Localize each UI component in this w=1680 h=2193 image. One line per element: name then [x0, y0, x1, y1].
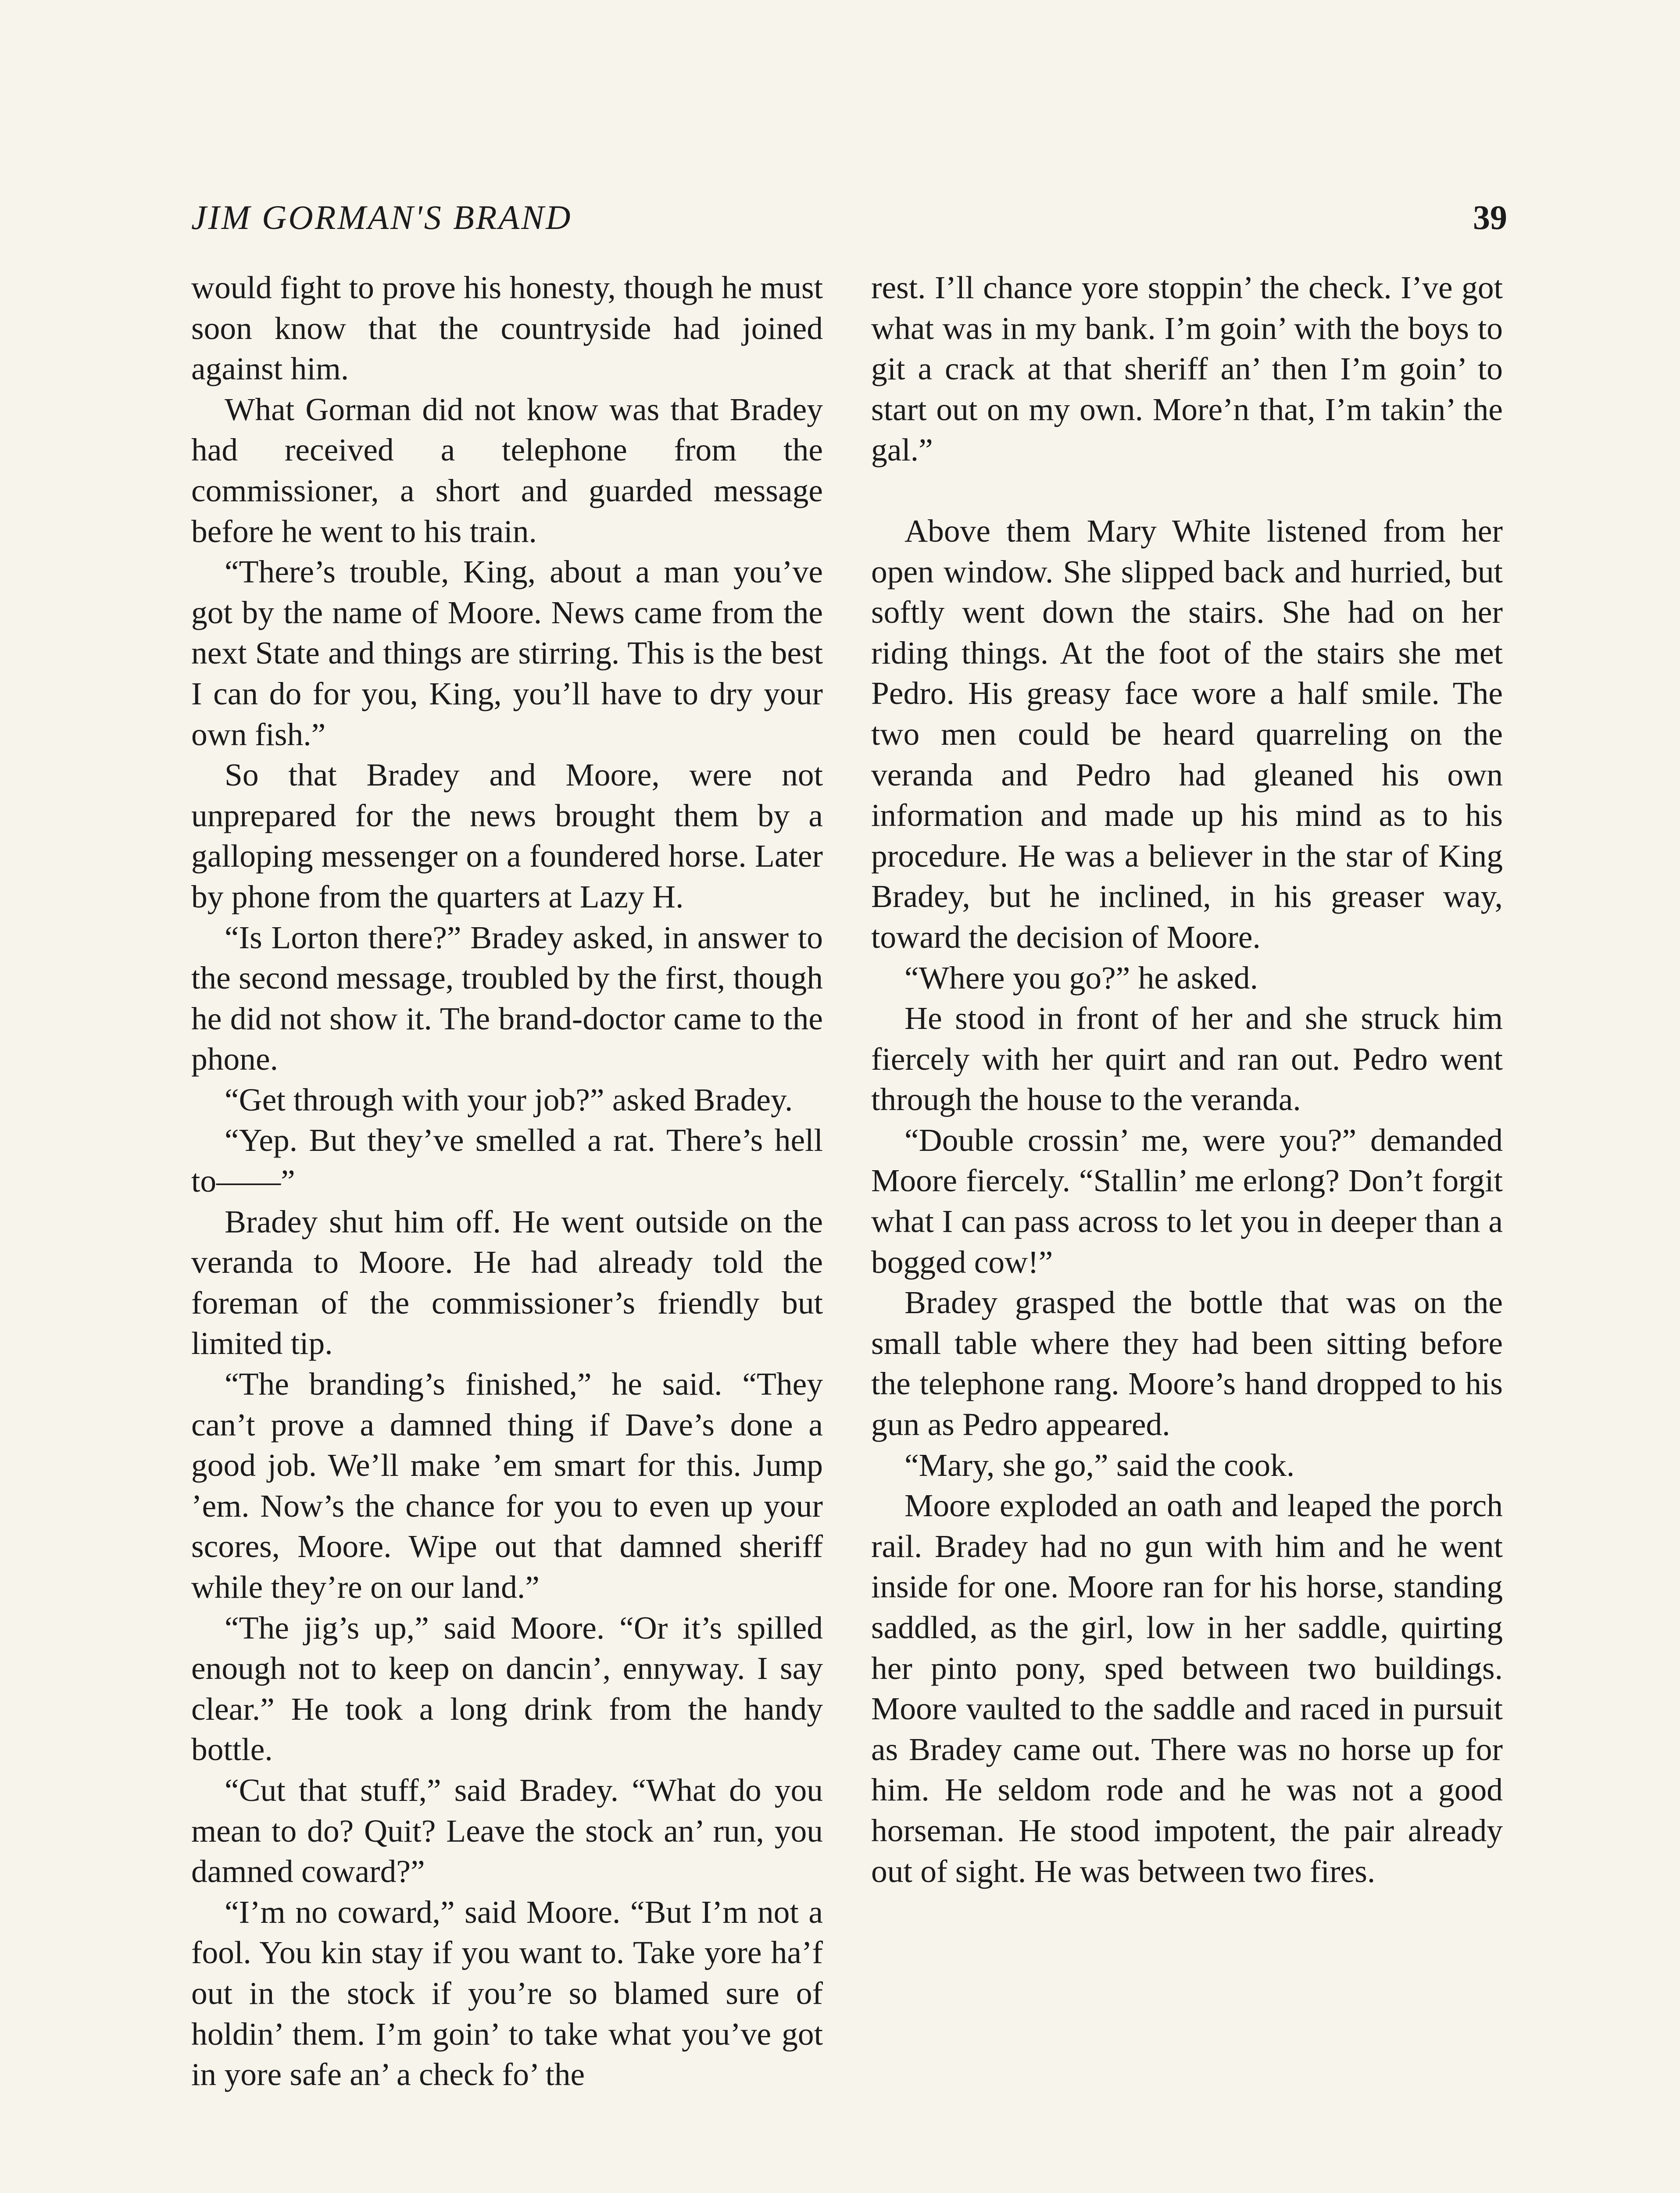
page-number: 39 [1473, 198, 1507, 236]
paragraph: He stood in front of her and she struck him fiercely with her quirt and ran out. Pedro went through the house to the veranda. [871, 1000, 1503, 1118]
paragraph: Moore exploded an oath and leaped the porch rail. Bradey had no gun with him and he went inside for one. Moore ran for his horse, standing saddled, as the girl, low in her saddle, quirting her pinto pony, sped between two buildings. Moore vaulted to the saddle and raced in pursuit as Bradey came out. There was no horse up for him. He seldom rode and he was not a good horseman. He stood impotent, the pair already out of sight. He was between two fires. [871, 1488, 1503, 1889]
paragraph: “Double crossin’ me, were you?” demanded Moore fiercely. “Stallin’ me erlong? Don’t forgit what I can pass across to let you in deeper than a bogged cow!” [871, 1122, 1503, 1280]
paragraph: would fight to prove his honesty, though he must soon know that the countryside had joined against him. [191, 270, 823, 387]
paragraph: Bradey grasped the bottle that was on the small table where they had been sitting before the telephone rang. Moore’s hand dropped to his gun as Pedro appeared. [871, 1285, 1503, 1443]
right-column [871, 268, 1503, 1892]
paragraph: rest. I’ll chance yore stoppin’ the check. I’ve got what was in my bank. I’m goin’ with the boys to git a crack at that sheriff an’ then I’m goin’ to start out on my own. More’n that, I’m takin’ the gal.” [871, 270, 1503, 468]
paragraph: “Mary, she go,” said the cook. [904, 1447, 1295, 1483]
left-column [191, 268, 823, 2095]
section-break [871, 471, 1503, 511]
page-header [191, 187, 1507, 248]
paragraph: “The branding’s finished,” he said. “They can’t prove a damned thing if Dave’s done a good job. We’ll make ’em smart for this. Jump ’em. Now’s the chance for you to even up your scores, Moore. Wipe out that damned sheriff while they’re on our land.” [191, 1366, 823, 1605]
paragraph: “Yep. But they’ve smelled a rat. There’s hell to——” [191, 1122, 823, 1199]
paragraph: So that Bradey and Moore, were not unprepared for the news brought them by a galloping messenger on a foundered horse. Later by phone from the quarters at Lazy H. [191, 757, 823, 914]
paragraph: “I’m no coward,” said Moore. “But I’m not a fool. You kin stay if you want to. Take yore ha’f out in the stock if you’re so blamed sure of holdin’ them. I’m goin’ to take what you’ve got in yore safe an’ a check fo’ the [191, 1894, 823, 2093]
paragraph: Bradey shut him off. He went outside on the veranda to Moore. He had already told the foreman of the commissioner’s friendly but limited tip. [191, 1204, 823, 1361]
paragraph: “Get through with your job?” asked Bradey. [225, 1082, 793, 1118]
paragraph: “Is Lorton there?” Bradey asked, in answer to the second message, troubled by the first, though he did not show it. The brand-doctor came to the phone. [191, 919, 823, 1077]
paragraph: “Cut that stuff,” said Bradey. “What do you mean to do? Quit? Leave the stock an’ run, you damned coward?” [191, 1772, 823, 1889]
paragraph: “The jig’s up,” said Moore. “Or it’s spilled enough not to keep on dancin’, ennyway. I say clear.” He took a long drink from the handy bottle. [191, 1610, 823, 1768]
running-title: JIM GORMAN'S BRAND [191, 198, 572, 236]
paragraph: What Gorman did not know was that Bradey had received a telephone from the commissioner, a short and guarded message before he went to his train. [191, 391, 823, 549]
paragraph: “There’s trouble, King, about a man you’ve got by the name of Moore. News came from the next State and things are stirring. This is the best I can do for you, King, you’ll have to dry your own fish.” [191, 554, 823, 752]
paragraph: “Where you go?” he asked. [904, 960, 1258, 996]
paragraph: Above them Mary White listened from her open window. She slipped back and hurried, but softly went down the stairs. She had on her riding things. At the foot of the stairs she met Pedro. His greasy face wore a half smile. The two men could be heard quarreling on the veranda and Pedro had gleaned his own information and made up his mind as to his procedure. He was a believer in the star of King Bradey, but he inclined, in his greaser way, toward the decision of Moore. [871, 513, 1503, 955]
